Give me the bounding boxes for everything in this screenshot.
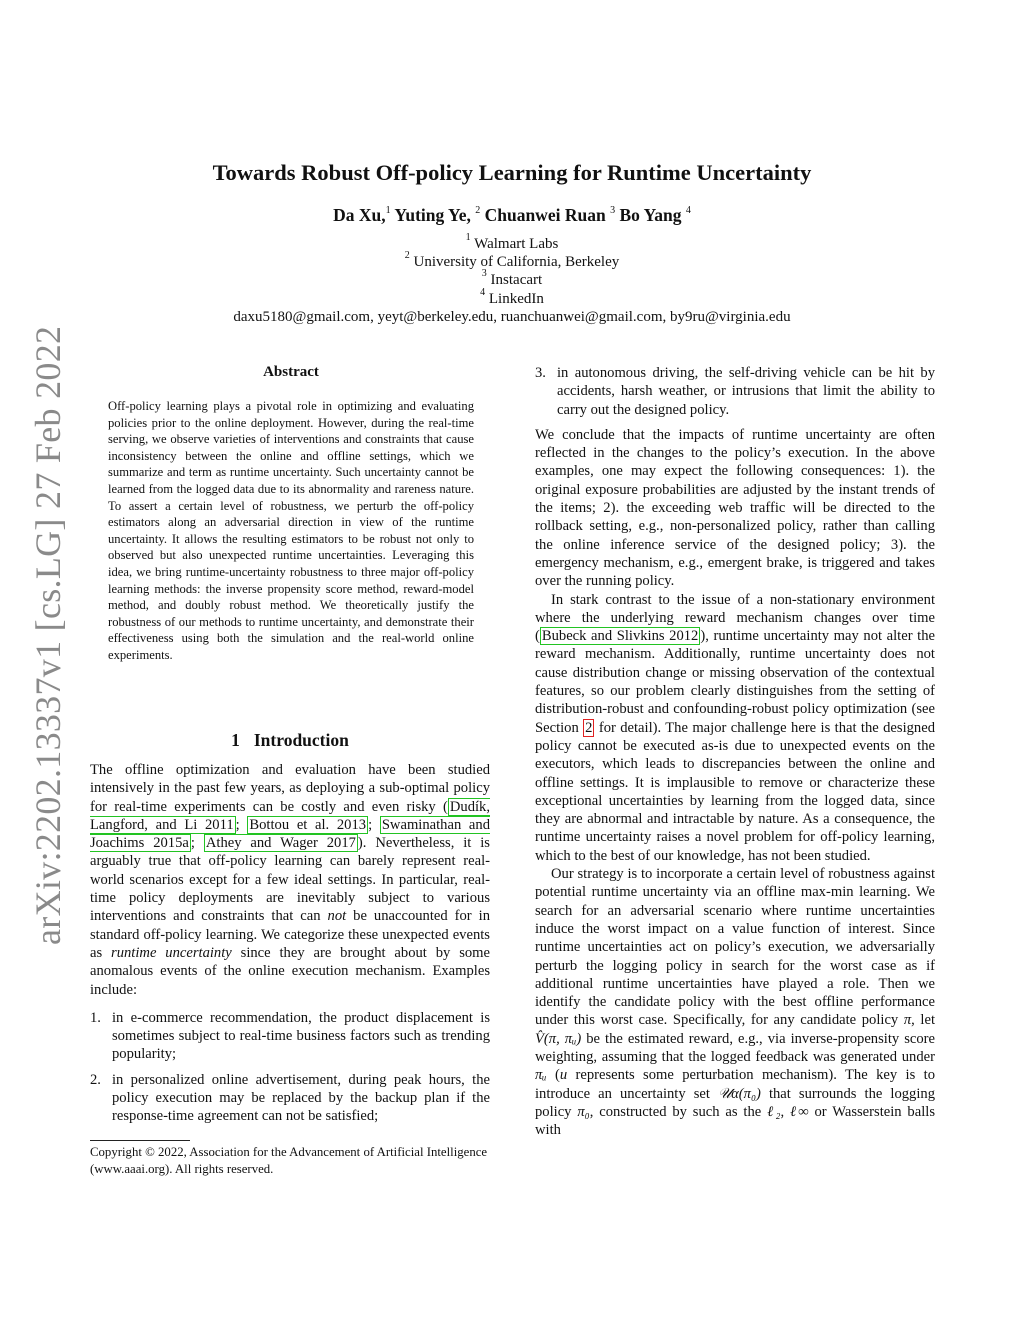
list-item [535,364,935,419]
list-number: 3. [535,365,546,381]
author-list [0,205,1024,226]
example-list-continued [535,364,935,419]
list-number: 1. [90,1009,101,1026]
author-name: Yuting Ye, [394,205,471,225]
math-inline: 𝒰α(π₀) [717,1085,761,1102]
math-inline: u [559,1067,568,1084]
math-inline: ℓ∞ [789,1103,809,1120]
footnote-rule [90,1140,190,1141]
citation-link[interactable]: Athey and Wager 2017 [205,835,356,852]
affiliation-name: University of California, Berkeley [413,254,620,271]
affiliation-sup: 4 [480,286,486,298]
section-number: 1 [231,730,240,750]
text-run: be the estimated reward, e.g., via inverse-propensity score weighting, assuming that the logged feedback was generated under [535,1030,935,1065]
text-run: or Wasserstein balls with [535,1103,935,1139]
affiliation-line [0,250,1024,271]
copyright-footnote: Copyright © 2022, Association for the Advancement of Artificial Intelligence (www.aaai.org). All rights reserved. [90,1145,488,1176]
right-column-body [535,364,935,1139]
author-sup: 4 [685,205,691,216]
text-run: In stark contrast to the issue of a non-stationary environment where the underlying reward mechanism changes over time ( [535,591,935,645]
text-run: , constructed by such as the [589,1103,768,1120]
affiliation-name: LinkedIn [488,290,544,307]
math-inline: πᵤ [535,1067,547,1084]
math-inline: ℓ₂ [767,1103,781,1120]
text-run: , [780,1103,790,1120]
text-run: represents some perturbation mechanism). The key is to introduce an uncertainty set [535,1067,936,1102]
author-sup: 2 [475,205,481,216]
body-paragraph [535,865,935,1139]
text-run: The offline optimization and evaluation have been studied intensively in the past few years, as deploying a sub-optimal policy for real-time experiments can be costly and even risky ( [90,762,490,815]
math-inline: π [903,1012,912,1029]
citation-link[interactable]: Swaminathan and Joachims 2015a [90,816,490,852]
email-list: daxu5180@gmail.com, yeyt@berkeley.edu, ruanchuanwei@gmail.com, by9ru@virginia.edu [233,308,791,325]
author-sup: 1 [385,205,391,216]
abstract-text: Off-policy learning plays a pivotal role in optimizing and evaluating policies prior to the online deployment. However, during the real-time serving, we observe varieties of interventions and constraints that cause inconsistency between the online and offline settings, which we summarize and term as runtime uncertainty. Such uncertainty cannot be learned from the logged data due to its abnormality and rareness nature. To assert a certain level of robustness, we perturb the off-policy estimators along an adversarial direction in view of the runtime uncertainty. It allows the resulting estimators to be robust not only to observed but also unexpected runtime uncertainties. Leveraging this idea, we bring runtime-uncertainty robustness to three major off-policy learning methods: the inverse propensity score method, reward-model method, and doubly robust method. We theoretically justify the robustness of our methods to runtime uncertainty, and demonstrate their effectiveness using both the simulation and the real-world online experiments. [108,399,474,662]
citation-link[interactable]: Bottou et al. 2013 [249,816,367,833]
affiliation-line [0,232,1024,253]
affiliation-sup: 3 [481,268,487,280]
emphasis: runtime uncertainty [111,944,232,961]
affiliation-line [0,268,1024,289]
body-paragraph [535,591,935,865]
intro-paragraph [90,761,490,999]
text-run: be unaccounted for in standard off-policy learning. We categorize these unexpected events as [90,908,490,961]
section-title: Introduction [253,730,349,750]
left-column-body [90,761,490,1133]
body-paragraph: We conclude that the impacts of runtime uncertainty are often reflected in the changes to the policy’s execution. In the above examples, one may expect the following consequences: 1). the original exposure probabilities are adjusted by the instant trends of the items; 2). the exceeding web traffic will be directed to the rollback setting, e.g., non-personalized policy, rather than calling the online inference service of the designed policy; 3). the emergency mechanism, e.g., emergent brake, is triggered and takes over the running policy. [535,426,935,590]
emphasis: not [327,908,347,925]
affiliation-name: Instacart [490,272,543,289]
author-name: Bo Yang [619,205,682,225]
list-text: in autonomous driving, the self-driving vehicle can be hit by accidents, harsh weather, or intrusions that limit the ability to carry out the designed policy. [557,365,935,418]
list-number: 2. [90,1071,101,1088]
author-name: Chuanwei Ruan [484,205,606,225]
list-text: in personalized online advertisement, during peak hours, the policy execution may be replaced by the backup plan if the response-time agreement can not be satisfied; [112,1071,490,1125]
list-text: in e-commerce recommendation, the product displacement is sometimes subject to real-time business factors such as trending popularity; [112,1009,490,1063]
citation-link[interactable]: Bubeck and Slivkins 2012 [541,628,699,645]
text-run: since they are brought about by some anomalous events of the online execution mechanism. Examples include: [90,944,490,998]
paper-title: Towards Robust Off-policy Learning for Runtime Uncertainty [212,160,812,185]
affiliations [0,232,1024,326]
section-heading [90,730,490,751]
section-ref-link[interactable]: 2 [585,719,593,736]
math-inline: V̂(π, πᵤ) [535,1030,582,1047]
affiliation-sup: 1 [465,232,471,243]
author-sup: 3 [610,205,616,216]
author-name: Da Xu, [333,205,386,225]
text-run: Our strategy is to incorporate a certain level of robustness against potential runtime uncertainty via an offline max-min learning. We search for an adversarial scenario where runtime uncertainties induce the worst impact on a value function of interest. Since runtime uncertainties act on policy’s execution, we adversarially perturb the logging policy in search for the worst case as if additional runtime uncertainties have played a role. Then we identify the candidate policy with the best offline performance under this worst case. Specifically, for any candidate policy [535,866,935,1029]
text-run: , let [911,1012,935,1029]
math-inline: π₀ [577,1103,590,1120]
list-item [90,1009,490,1064]
text-run: ; [368,816,380,833]
text-run: ). Nevertheless, it is arguably true that off-policy learning can barely represent real-world scenarios except for a few ideal settings. In particular, real-time policy deployments are inevitably subject to various interventions and constraints that can [90,835,490,925]
affiliation-line [0,286,1024,308]
text-run: ; [235,816,248,833]
text-run: ( [546,1067,560,1084]
arxiv-stamp: arXiv:2202.13337v1 [cs.LG] 27 Feb 2022 [28,325,68,945]
list-item [90,1071,490,1126]
text-run: ), runtime uncertainty may not alter the reward mechanism. Additionally, runtime uncertainty does not cause distribution change or missing observation of the contextual features, so our problem clearly distinguishes from the setting of distribution-robust and confounding-robust policy optimization (see Section [535,628,935,736]
abstract-heading: Abstract [263,364,319,380]
example-list [90,1009,490,1126]
citation-link[interactable]: Dudík, Langford, and Li 2011 [90,798,490,833]
affiliation-sup: 2 [404,250,410,262]
text-run: for detail). The major challenge here is that the designed policy cannot be executed as-is due to unexpected events on the executors, which leads to discrepancies between the online and offline settings. It is implausible to remove or characterize these exceptional uncertainties by learning from the logged data, since they are abnormal and intractable by nature. As a consequence, the runtime uncertainty raises a novel problem for off-policy learning, which to the best of our knowledge, has not been studied. [535,719,935,864]
text-run: that surrounds the logging policy [535,1085,935,1120]
affiliation-name: Walmart Labs [474,236,559,252]
text-run: ; [190,835,204,852]
